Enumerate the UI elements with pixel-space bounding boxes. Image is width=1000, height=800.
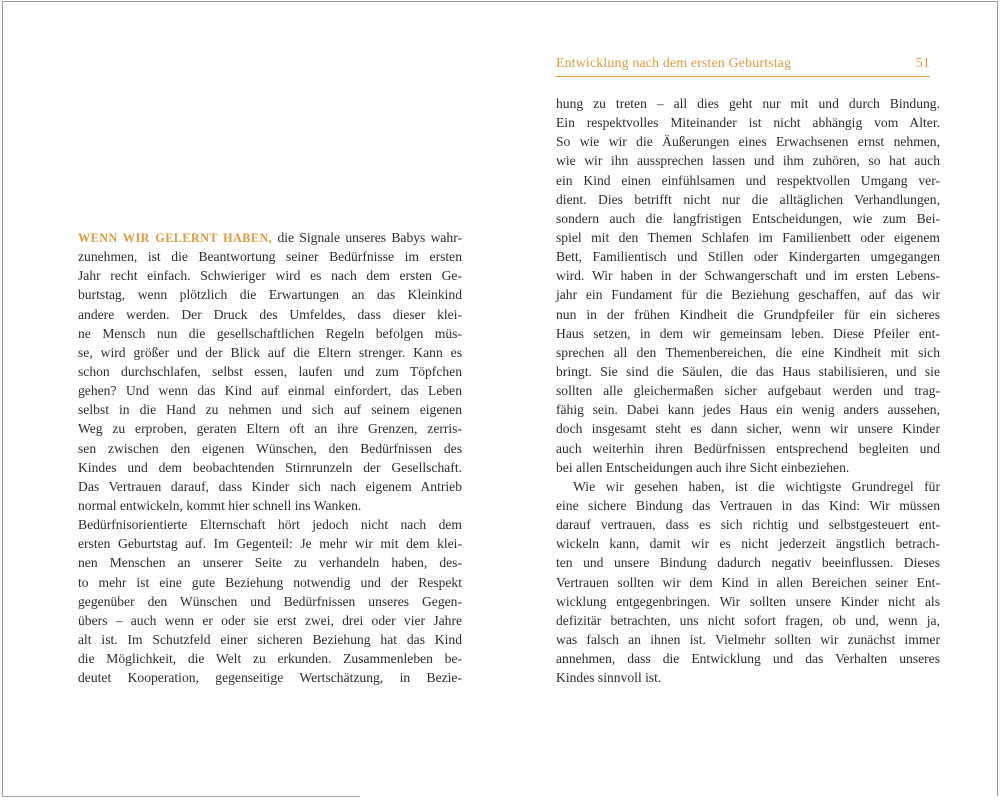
- text-line: ersten Geburtstag auf. Im Gegenteil: Je mehr wir mit dem klei-: [78, 536, 462, 552]
- text-line: defizitär betrachten, uns nicht sofort fragen, ob und, wenn ja,: [556, 612, 940, 628]
- text-line: auch weiterhin ihren Bedürfnissen entsprechend begleiten und: [556, 440, 940, 456]
- running-header-title: Entwicklung nach dem ersten Geburtstag: [556, 55, 792, 70]
- text-line: selbst in die Hand zu nehmen und sich auf seinem eigenen: [78, 402, 462, 418]
- text-line: doch insgesamt steht es dann sicher, wenn wir unsere Kinder: [556, 421, 940, 437]
- text-line: bei allen Entscheidungen auch ihre Sicht einbeziehen.: [556, 459, 850, 475]
- text-line: sprechen all den Themenbereichen, die eine Kindheit mit sich: [556, 344, 940, 360]
- text-line: schon durchschlafen, selbst essen, laufen und zum Töpfchen: [78, 363, 462, 379]
- text-line: ein Kind einen einfühlsamen und respektvollen Umgang ver-: [556, 172, 940, 188]
- text-line: sen zwischen den eigenen Wünschen, den Bedürfnissen des: [78, 440, 462, 456]
- text-line: die Möglichkeit, die Welt zu erkunden. Zusammenleben be-: [78, 651, 462, 667]
- text-line: Kindes sinnvoll ist.: [556, 670, 662, 686]
- text-line: Wie wir gesehen haben, ist die wichtigste Grundregel für: [573, 478, 940, 494]
- text-line: wie wir ihn aussprechen lassen und ihm zuhören, so hat auch: [556, 153, 940, 169]
- text-line: normal entwickeln, kommt hier schnell ins Wanken.: [78, 497, 362, 513]
- text-line: ten und unsere Bindung dadurch negativ beeinflussen. Dieses: [556, 555, 940, 571]
- text-line: wickeln kann, damit wir es nicht jederzeit ängstlich betrach-: [556, 536, 940, 552]
- text-line: ne Mensch nun die gesellschaftlichen Regeln befolgen müs-: [78, 325, 462, 341]
- text-line: alt ist. Im Schutzfeld einer sicheren Beziehung hat das Kind: [78, 631, 462, 647]
- text-line: sondern auch die langfristigen Entscheidungen, wie zum Bei-: [556, 210, 940, 226]
- text-line: wird. Wir haben in der Schwangerschaft und im ersten Lebens-: [556, 268, 940, 284]
- text-line: dient. Dies betrifft nicht nur die alltäglichen Verhandlungen,: [556, 191, 940, 207]
- text-line: gehen? Und wenn das Kind auf einmal einfordert, das Leben: [78, 383, 462, 399]
- text-line: wicklung entgegenbringen. Wir sollten unsere Kinder nicht als: [556, 593, 940, 609]
- right-page-body-text: [556, 94, 940, 687]
- text-line: Weg zu erproben, geraten Eltern oft an ihre Grenzen, zerris-: [78, 421, 462, 437]
- text-line: spiel mit den Themen Schlafen im Familienbett oder eigenem: [556, 229, 940, 245]
- text-line: Bett, Familientisch und Stillen oder Kindergarten umgegangen: [556, 249, 940, 265]
- running-header: [556, 55, 930, 77]
- text-line: Jahr recht einfach. Schwieriger wird es nach dem ersten Ge-: [78, 268, 462, 284]
- text-line: nun in der frühen Kindheit die Grundpfeiler für ein sicheres: [556, 306, 940, 322]
- page-number: 51: [915, 55, 930, 70]
- text-line: Kindes und dem beobachtenden Stirnrunzeln der Gesellschaft.: [78, 459, 462, 475]
- text-line: andere werden. Der Druck des Umfeldes, dass dieser klei-: [78, 306, 462, 322]
- text-line: fähig sein. Dabei kann jedes Haus ein wenig anders aussehen,: [556, 402, 940, 418]
- text-line: So wie wir die Äußerungen eines Erwachsenen ernst nehmen,: [556, 134, 940, 150]
- text-line: Bedürfnisorientierte Elternschaft hört jedoch nicht nach dem: [78, 517, 462, 533]
- text-line: se, wird größer und der Blick auf die Eltern strenger. Kann es: [78, 344, 462, 360]
- text-line: gegenüber den Wünschen und Bedürfnissen unseres Gegen-: [78, 593, 462, 609]
- text-line: eine sichere Bindung das Vertrauen in das Kind: Wir müssen: [556, 497, 940, 513]
- text-line: bringt. Sie sind die Säulen, die das Haus stabilisieren, und sie: [556, 363, 940, 379]
- text-line: Haus setzen, in dem wir gemeinsam leben. Diese Pfeiler ent-: [556, 325, 940, 341]
- text-line: to mehr ist eine gute Beziehung notwendig und der Respekt: [78, 574, 462, 590]
- text-line: zunehmen, ist die Beantwortung seiner Bedürfnisse im ersten: [78, 249, 462, 265]
- text-line: übers – auch wenn er oder sie erst zwei, drei oder vier Jahre: [78, 612, 462, 628]
- text-line: deutet Kooperation, gegenseitige Wertschätzung, in Bezie-: [78, 670, 462, 686]
- lead-in-small-caps: WENN WIR GELERNT HABEN,: [78, 231, 273, 245]
- text-line: was falsch an ihnen ist. Vielmehr sollten wir zunächst immer: [556, 631, 940, 647]
- text-line: burtstag, wenn plötzlich die Erwartungen an das Kleinkind: [78, 287, 462, 303]
- text-line: darauf vertrauen, dass es sich richtig und selbstgesteuert ent-: [556, 517, 940, 533]
- text-line: Vertrauen sollten wir dem Kind in allen Bereichen seiner Ent-: [556, 574, 940, 590]
- right-page: [500, 0, 1000, 800]
- left-page-body-text: [78, 228, 462, 687]
- text-line: annehmen, dass die Entwicklung und das Verhalten unseres: [556, 651, 940, 667]
- text-line: WENN WIR GELERNT HABEN, die Signale unseres Babys wahr-: [78, 230, 462, 245]
- text-line: Ein respektvolles Miteinander ist nicht abhängig vom Alter.: [556, 115, 940, 131]
- text-line: nen Menschen an unserer Seite zu verhandeln haben, des-: [78, 555, 462, 571]
- text-line: sollten alle gleichermaßen sicher aufgebaut werden und trag-: [556, 383, 940, 399]
- text-line: hung zu treten – all dies geht nur mit und durch Bindung.: [556, 96, 940, 111]
- text-line: Das Vertrauen darauf, dass Kinder sich nach eigenem Antrieb: [78, 478, 462, 494]
- text-line: jahr ein Fundament für die Beziehung geschaffen, auf das wir: [556, 287, 940, 303]
